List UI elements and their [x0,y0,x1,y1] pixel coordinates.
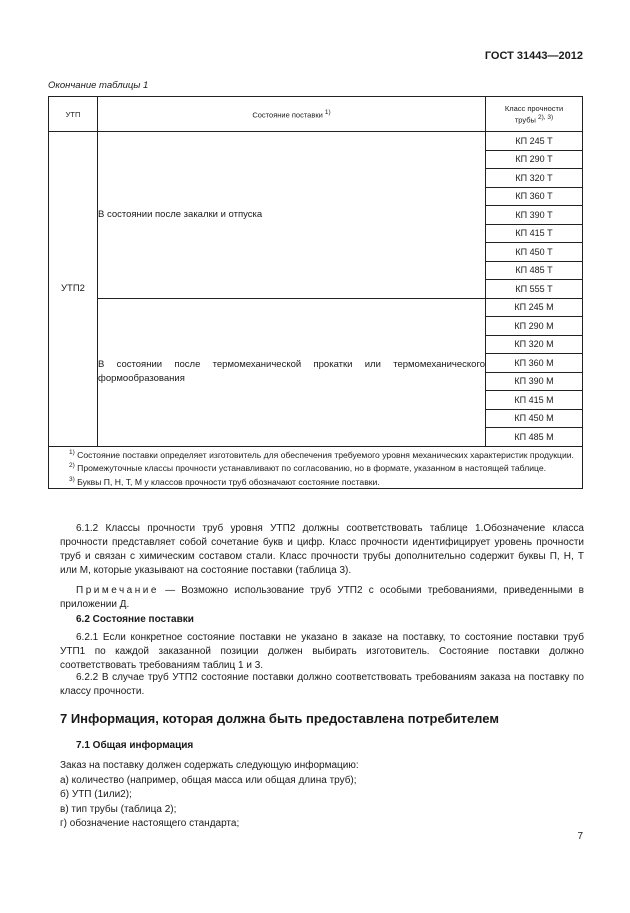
note-paragraph [60,584,584,612]
class-cell: КП 245 М [486,298,583,317]
section-7-heading: 7 Информация, которая должна быть предоставлена потребителем [60,711,499,726]
paragraph-6-1-2 [60,522,584,578]
table-caption: Окончание таблицы 1 [48,80,149,91]
table-notes [49,446,583,489]
table-note [49,474,582,488]
heading-7-1: 7.1 Общая информация [76,740,194,751]
class-cell: КП 415 М [486,391,583,410]
note-sup: 3) [69,476,75,484]
note-text: Состояние поставки определяет изготовитель для обеспечения требуемого уровня механических характеристик продукции. [77,449,574,460]
state-cell: В состоянии после термомеханической прокатки или термомеханического формообразования [98,298,486,446]
col-header-state [98,97,486,132]
group-label: УТП2 [49,132,98,447]
page-number: 7 [577,831,583,842]
table-note [49,447,582,461]
heading-6-2: 6.2 Состояние поставки [76,614,194,625]
class-cell: КП 290 М [486,317,583,336]
list-item: г) обозначение настоящего стандарта; [60,818,240,829]
paragraph-6-1-2-text: 6.1.2 Классы прочности труб уровня УТП2 должны соответствовать таблице 1.Обозначение класса прочности представляет собой сочетание букв и цифр. Класс прочности идентифицирует уровень прочности труб и связан с химическим составом стали. Класс прочности трубы дополнительно содержит буквы П, Н, Т или М, которые указывают на состояние поставки (таблица 3). [60,523,584,576]
col-header-class [486,97,583,132]
col-header-state-label: Состояние поставки [252,110,323,120]
class-cell: КП 485 Т [486,261,583,280]
col-header-class-sup: 2), 3) [537,113,554,121]
list-item: б) УТП (1или2); [60,789,132,800]
table-row [49,132,583,151]
table-header-row [49,97,583,132]
class-cell: КП 555 Т [486,280,583,299]
table-note [49,460,582,474]
paragraph-6-2-2-text: 6.2.2 В случае труб УТП2 состояние поставки должно соответствовать требованиям заказа на поставку по классу прочности. [60,672,584,697]
class-cell: КП 360 Т [486,187,583,206]
note-text: Промежуточные классы прочности устанавливают по согласованию, но в формате, указанном в настоящей таблице. [77,463,547,474]
note-sup: 1) [69,448,75,456]
paragraph-6-2-1 [60,631,584,673]
col-header-utp: УТП [49,97,98,132]
table-notes-row [49,446,583,489]
order-info-list [60,759,359,832]
class-cell: КП 390 М [486,372,583,391]
note-sup: 2) [69,462,75,470]
note-label: Примечание [76,585,159,596]
order-intro: Заказ на поставку должен содержать следующую информацию: [60,760,359,771]
table-row [49,298,583,317]
class-cell: КП 450 Т [486,243,583,262]
class-cell: КП 390 Т [486,206,583,225]
note-text: Буквы П, Н, Т, М у классов прочности труб обозначают состояние поставки. [77,477,380,488]
class-cell: КП 290 Т [486,150,583,169]
note-text: — Возможно использование труб УТП2 с особыми требованиями, приведенными в приложении Д. [60,585,584,610]
col-header-class-line2: трубы [514,115,536,125]
paragraph-6-2-2 [60,671,584,699]
col-header-class-line1: Класс прочности [504,103,564,113]
paragraph-6-2-1-text: 6.2.1 Если конкретное состояние поставки не указано в заказе на поставку, то состояние поставки труб УТП1 по каждой заказанной позиции должен выбирать изготовитель. Состояние поставки должно соответствовать требованиям таблиц 1 и 3. [60,632,584,671]
col-header-state-sup: 1) [324,108,331,116]
list-item: в) тип трубы (таблица 2); [60,803,177,815]
class-cell: КП 450 М [486,409,583,428]
class-cell: КП 485 М [486,428,583,447]
class-cell: КП 320 М [486,335,583,354]
class-cell: КП 320 Т [486,169,583,188]
class-cell: КП 245 Т [486,132,583,151]
class-cell: КП 360 М [486,354,583,373]
list-item: а) количество (например, общая масса или общая длина труб); [60,774,357,786]
state-cell: В состоянии после закалки и отпуска [98,132,486,299]
standard-designation: ГОСТ 31443—2012 [484,50,583,62]
strength-class-table [48,96,583,489]
class-cell: КП 415 Т [486,224,583,243]
